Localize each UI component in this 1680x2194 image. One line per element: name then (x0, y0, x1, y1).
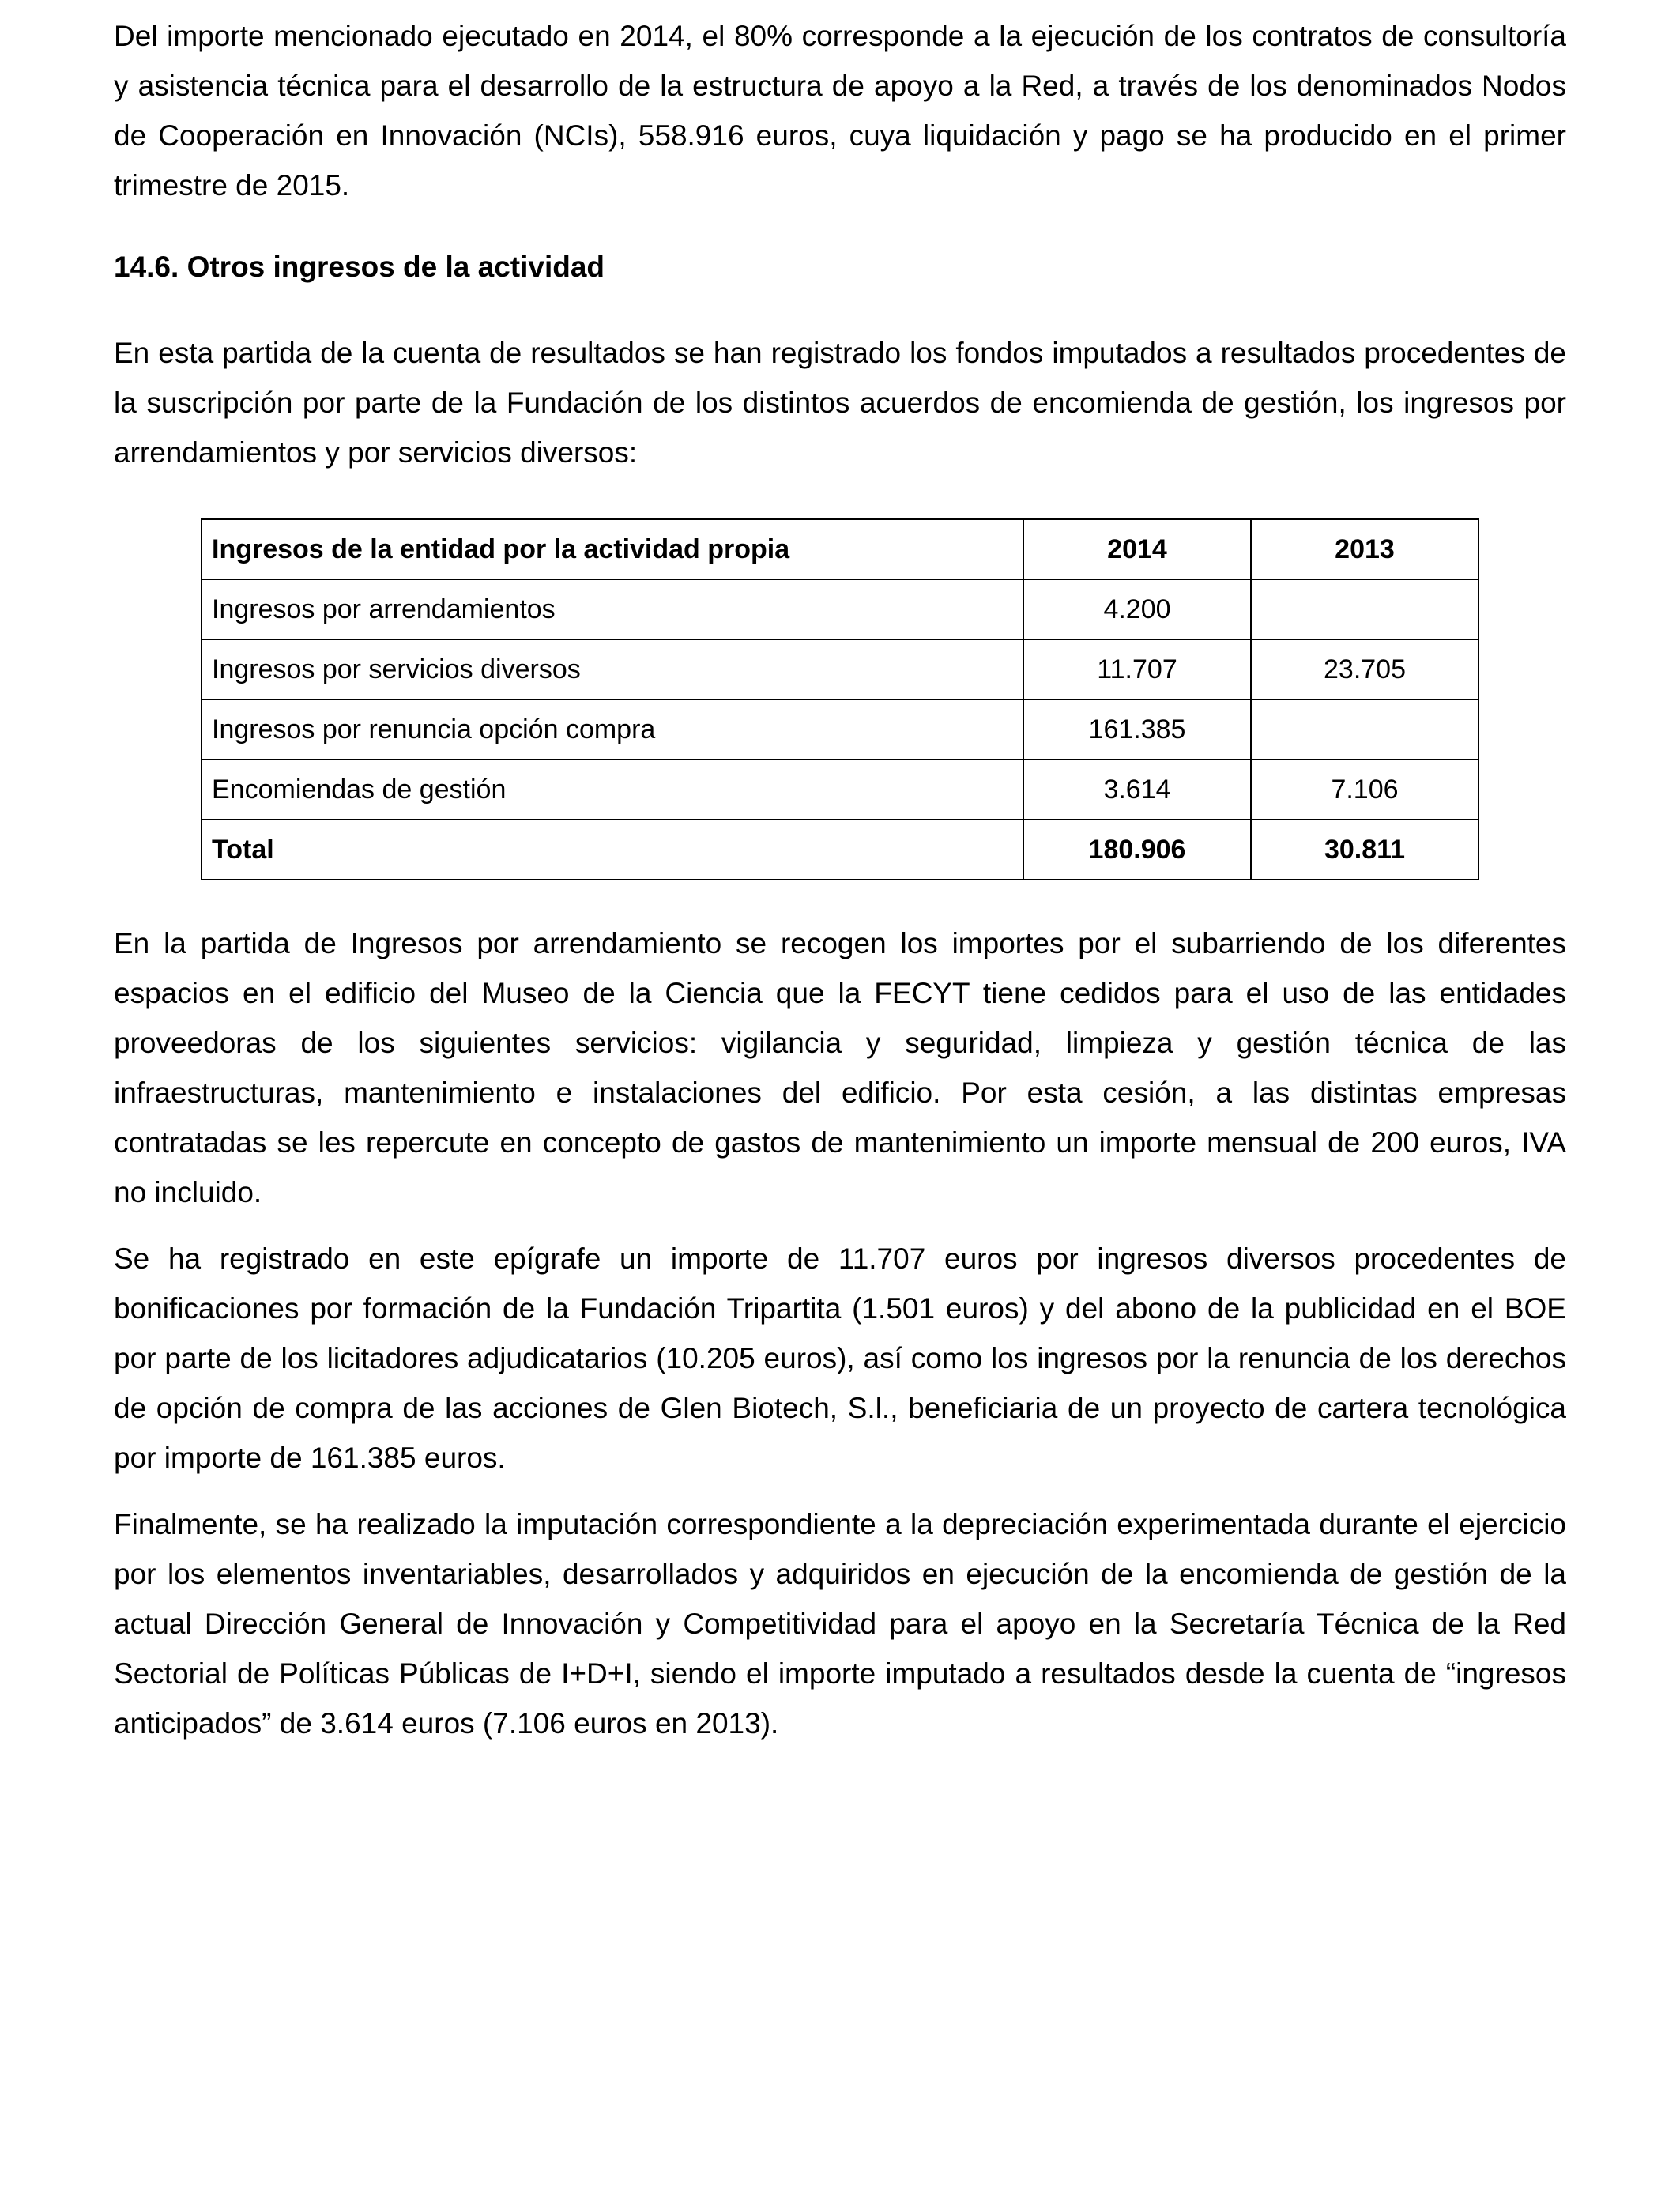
table-row (202, 699, 1478, 760)
total-value-2013: 30.811 (1251, 820, 1478, 880)
row-label: Ingresos por arrendamientos (202, 579, 1023, 639)
document-page (114, 11, 1566, 1748)
row-value-2014: 161.385 (1023, 699, 1251, 760)
total-value-2014: 180.906 (1023, 820, 1251, 880)
section-heading: 14.6. Otros ingresos de la actividad (114, 251, 605, 283)
row-value-2013 (1251, 579, 1478, 639)
lead-paragraph: En esta partida de la cuenta de resultados se han registrado los fondos imputados a resultados procedentes de la suscripción por parte de la Fundación de los distintos acuerdos de encomienda de gestión, los ingresos por arrendamientos y por servicios diversos: (114, 337, 1566, 469)
table-row (202, 579, 1478, 639)
income-table-wrapper (201, 518, 1566, 880)
row-label: Ingresos por servicios diversos (202, 639, 1023, 699)
body-paragraph: En la partida de Ingresos por arrendamiento se recogen los importes por el subarriendo de los diferentes espacios en el edificio del Museo de la Ciencia que la FECYT tiene cedidos para el uso de las entidades proveedoras de los siguientes servicios: vigilancia y seguridad, limpieza y gestión técnica de las infraestructuras, mantenimiento e instalaciones del edificio. Por esta cesión, a las distintas empresas contratadas se les repercute en concepto de gastos de mantenimiento un importe mensual de 200 euros, IVA no incluido. (114, 927, 1566, 1208)
table-row (202, 639, 1478, 699)
row-value-2014: 11.707 (1023, 639, 1251, 699)
table-header-2014: 2014 (1023, 519, 1251, 579)
row-label: Encomiendas de gestión (202, 760, 1023, 820)
row-value-2013 (1251, 699, 1478, 760)
row-value-2014: 4.200 (1023, 579, 1251, 639)
body-paragraph: Se ha registrado en este epígrafe un importe de 11.707 euros por ingresos diversos procedentes de bonificaciones por formación de la Fundación Tripartita (1.501 euros) y del abono de la publicidad en el BOE por parte de los licitadores adjudicatarios (10.205 euros), así como los ingresos por la renuncia de los derechos de opción de compra de las acciones de Glen Biotech, S.l., beneficiaria de un proyecto de cartera tecnológica por importe de 161.385 euros. (114, 1242, 1566, 1474)
table-header-row (202, 519, 1478, 579)
row-label: Ingresos por renuncia opción compra (202, 699, 1023, 760)
row-value-2013: 7.106 (1251, 760, 1478, 820)
intro-paragraph: Del importe mencionado ejecutado en 2014, el 80% corresponde a la ejecución de los contratos de consultoría y asistencia técnica para el desarrollo de la estructura de apoyo a la Red, a través de los denominados Nodos de Cooperación en Innovación (NCIs), 558.916 euros, cuya liquidación y pago se ha producido en el primer trimestre de 2015. (114, 20, 1566, 202)
table-header-2013: 2013 (1251, 519, 1478, 579)
row-value-2014: 3.614 (1023, 760, 1251, 820)
table-header-label: Ingresos de la entidad por la actividad propia (202, 519, 1023, 579)
table-total-row (202, 820, 1478, 880)
table-row (202, 760, 1478, 820)
row-value-2013: 23.705 (1251, 639, 1478, 699)
income-table (201, 518, 1479, 880)
body-paragraph: Finalmente, se ha realizado la imputación correspondiente a la depreciación experimentada durante el ejercicio por los elementos inventariables, desarrollados y adquiridos en ejecución de la encomienda de gestión de la actual Dirección General de Innovación y Competitividad para el apoyo en la Secretaría Técnica de la Red Sectorial de Políticas Públicas de I+D+I, siendo el importe imputado a resultados desde la cuenta de “ingresos anticipados” de 3.614 euros (7.106 euros en 2013). (114, 1508, 1566, 1740)
total-label: Total (202, 820, 1023, 880)
